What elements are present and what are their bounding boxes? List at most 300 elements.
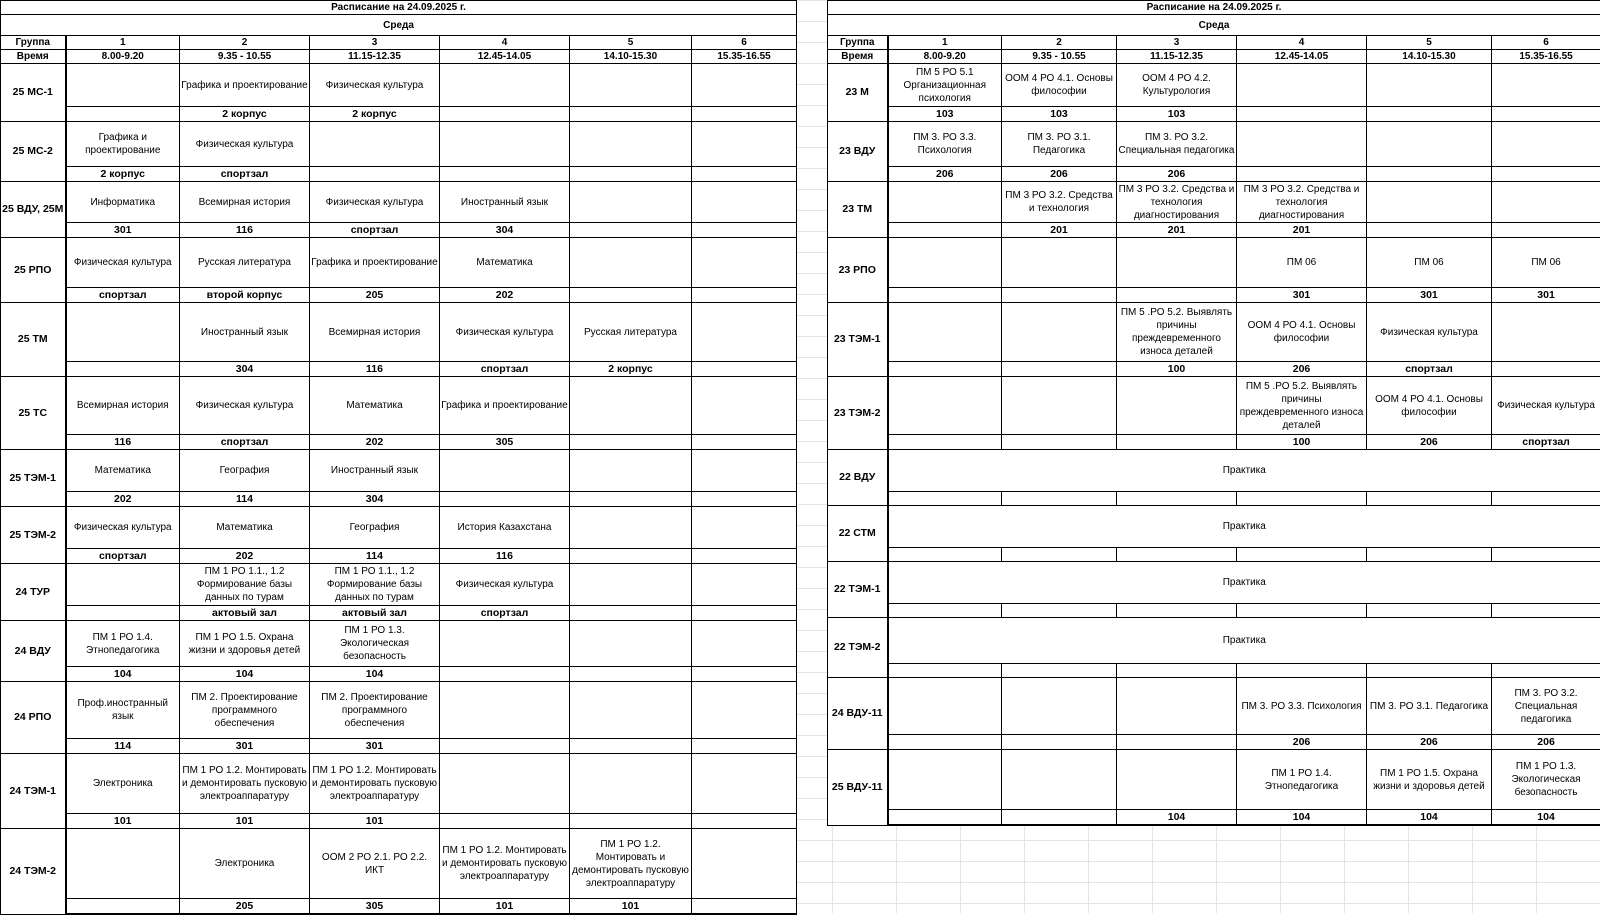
subject-cell[interactable]: ПМ 1 РО 1.2. Монтировать и демонтировать пусковую электроаппаратуру bbox=[310, 754, 440, 814]
subject-cell[interactable] bbox=[1117, 377, 1237, 435]
room-cell[interactable] bbox=[888, 288, 1002, 303]
group-name-cell[interactable]: 25 МС-2 bbox=[1, 122, 66, 182]
subject-cell[interactable] bbox=[692, 829, 797, 899]
subject-cell[interactable] bbox=[1237, 64, 1367, 107]
room-cell[interactable]: 202 bbox=[440, 288, 570, 303]
room-cell[interactable]: 205 bbox=[310, 288, 440, 303]
room-cell[interactable] bbox=[570, 167, 692, 182]
subject-cell[interactable]: ООМ 4 РО 4.2. Культурология bbox=[1117, 64, 1237, 107]
subject-cell[interactable]: Физическая культура bbox=[1492, 377, 1600, 435]
group-name-cell[interactable]: 24 ВДУ-11 bbox=[828, 678, 888, 750]
room-cell[interactable] bbox=[692, 435, 797, 450]
room-cell[interactable] bbox=[692, 814, 797, 829]
room-cell[interactable]: 201 bbox=[1237, 223, 1367, 238]
group-name-cell[interactable]: 23 ТЭМ-2 bbox=[828, 377, 888, 450]
subject-cell[interactable]: Физическая культура bbox=[66, 507, 180, 549]
subject-cell[interactable]: Физическая культура bbox=[310, 64, 440, 107]
subject-cell[interactable]: ПМ 3 РО 3.2. Средства и технология диагностирования bbox=[1237, 182, 1367, 223]
room-cell[interactable]: 114 bbox=[180, 492, 310, 507]
room-cell[interactable]: 301 bbox=[1367, 288, 1492, 303]
room-cell[interactable]: 100 bbox=[1117, 362, 1237, 377]
subject-cell[interactable]: Математика bbox=[310, 377, 440, 435]
room-cell[interactable]: 206 bbox=[888, 167, 1002, 182]
subject-cell[interactable] bbox=[570, 682, 692, 739]
subject-cell[interactable] bbox=[692, 754, 797, 814]
subject-cell[interactable]: Графика и проектирование bbox=[180, 64, 310, 107]
subject-cell[interactable] bbox=[570, 377, 692, 435]
room-cell[interactable] bbox=[1002, 435, 1117, 450]
room-cell[interactable] bbox=[1002, 548, 1117, 562]
room-cell[interactable] bbox=[66, 606, 180, 621]
subject-cell[interactable] bbox=[1492, 122, 1600, 167]
subject-cell[interactable]: ПМ 3 РО 3.2. Средства и технология диагностирования bbox=[1117, 182, 1237, 223]
room-cell[interactable]: 114 bbox=[310, 549, 440, 564]
subject-cell[interactable] bbox=[1117, 238, 1237, 288]
subject-cell[interactable] bbox=[66, 564, 180, 606]
practice-cell[interactable]: Практика bbox=[888, 618, 1600, 664]
room-cell[interactable] bbox=[888, 362, 1002, 377]
room-cell[interactable] bbox=[440, 739, 570, 754]
subject-cell[interactable]: ПМ 1 РО 1.1., 1.2 Формирование базы данных по турам bbox=[310, 564, 440, 606]
group-name-cell[interactable]: 22 ТЭМ-2 bbox=[828, 618, 888, 678]
room-cell[interactable] bbox=[1367, 548, 1492, 562]
room-cell[interactable] bbox=[440, 107, 570, 122]
subject-cell[interactable]: ПМ 3. РО 3.2. Специальная педагогика bbox=[1117, 122, 1237, 167]
subject-cell[interactable] bbox=[692, 64, 797, 107]
room-cell[interactable]: 2 корпус bbox=[66, 167, 180, 182]
subject-cell[interactable]: Иностранный язык bbox=[440, 182, 570, 223]
subject-cell[interactable] bbox=[692, 238, 797, 288]
subject-cell[interactable] bbox=[570, 507, 692, 549]
subject-cell[interactable]: Физическая культура bbox=[66, 238, 180, 288]
room-cell[interactable]: 206 bbox=[1002, 167, 1117, 182]
subject-cell[interactable]: Русская литература bbox=[180, 238, 310, 288]
room-cell[interactable] bbox=[1002, 288, 1117, 303]
subject-cell[interactable]: ПМ 2. Проектирование программного обеспечения bbox=[310, 682, 440, 739]
practice-cell[interactable]: Практика bbox=[888, 450, 1600, 492]
room-cell[interactable] bbox=[1117, 288, 1237, 303]
subject-cell[interactable] bbox=[440, 682, 570, 739]
subject-cell[interactable] bbox=[310, 122, 440, 167]
subject-cell[interactable]: ПМ 1 РО 1.2. Монтировать и демонтировать пусковую электроаппаратуру bbox=[570, 829, 692, 899]
subject-cell[interactable]: ПМ 5 .РО 5.2. Выявлять причины преждевременного износа деталей bbox=[1237, 377, 1367, 435]
subject-cell[interactable]: ПМ 5 .РО 5.2. Выявлять причины преждевременного износа деталей bbox=[1117, 303, 1237, 362]
subject-cell[interactable]: ПМ 1 РО 1.2. Монтировать и демонтировать пусковую электроаппаратуру bbox=[180, 754, 310, 814]
room-cell[interactable]: спортзал bbox=[310, 223, 440, 238]
room-cell[interactable] bbox=[1367, 107, 1492, 122]
subject-cell[interactable] bbox=[692, 621, 797, 667]
room-cell[interactable] bbox=[66, 362, 180, 377]
room-cell[interactable] bbox=[1367, 492, 1492, 506]
group-name-cell[interactable]: 23 ТЭМ-1 bbox=[828, 303, 888, 377]
room-cell[interactable] bbox=[570, 606, 692, 621]
subject-cell[interactable] bbox=[570, 754, 692, 814]
subject-cell[interactable] bbox=[1367, 182, 1492, 223]
subject-cell[interactable]: ООМ 4 РО 4.1. Основы философии bbox=[1367, 377, 1492, 435]
room-cell[interactable] bbox=[66, 899, 180, 915]
room-cell[interactable] bbox=[692, 492, 797, 507]
room-cell[interactable]: 2 корпус bbox=[570, 362, 692, 377]
subject-cell[interactable] bbox=[692, 682, 797, 739]
room-cell[interactable]: 2 корпус bbox=[310, 107, 440, 122]
subject-cell[interactable]: Всемирная история bbox=[66, 377, 180, 435]
room-cell[interactable] bbox=[888, 735, 1002, 750]
room-cell[interactable]: 100 bbox=[1237, 435, 1367, 450]
subject-cell[interactable] bbox=[570, 450, 692, 492]
room-cell[interactable]: 305 bbox=[310, 899, 440, 915]
room-cell[interactable]: 301 bbox=[1492, 288, 1600, 303]
room-cell[interactable] bbox=[1002, 810, 1117, 826]
room-cell[interactable] bbox=[692, 167, 797, 182]
room-cell[interactable]: 101 bbox=[66, 814, 180, 829]
room-cell[interactable] bbox=[440, 167, 570, 182]
subject-cell[interactable] bbox=[570, 621, 692, 667]
subject-cell[interactable]: ПМ 3 РО 3.2. Средства и технология bbox=[1002, 182, 1117, 223]
room-cell[interactable]: 104 bbox=[180, 667, 310, 682]
room-cell[interactable] bbox=[1237, 664, 1367, 678]
room-cell[interactable] bbox=[1492, 492, 1600, 506]
group-name-cell[interactable]: 24 ТУР bbox=[1, 564, 66, 621]
room-cell[interactable]: 104 bbox=[1367, 810, 1492, 826]
practice-cell[interactable]: Практика bbox=[888, 562, 1600, 604]
subject-cell[interactable] bbox=[1002, 377, 1117, 435]
room-cell[interactable]: 304 bbox=[310, 492, 440, 507]
subject-cell[interactable]: Физическая культура bbox=[440, 564, 570, 606]
subject-cell[interactable]: ООМ 2 РО 2.1. РО 2.2. ИКТ bbox=[310, 829, 440, 899]
subject-cell[interactable] bbox=[570, 238, 692, 288]
subject-cell[interactable]: ПМ 1 РО 1.2. Монтировать и демонтировать пусковую электроаппаратуру bbox=[440, 829, 570, 899]
subject-cell[interactable] bbox=[1492, 64, 1600, 107]
room-cell[interactable] bbox=[1367, 664, 1492, 678]
room-cell[interactable]: 305 bbox=[440, 435, 570, 450]
group-name-cell[interactable]: 23 ТМ bbox=[828, 182, 888, 238]
room-cell[interactable]: 101 bbox=[180, 814, 310, 829]
subject-cell[interactable] bbox=[692, 564, 797, 606]
subject-cell[interactable] bbox=[692, 450, 797, 492]
group-name-cell[interactable]: 23 ВДУ bbox=[828, 122, 888, 182]
subject-cell[interactable]: ООМ 4 РО 4.1. Основы философии bbox=[1002, 64, 1117, 107]
subject-cell[interactable]: ПМ 1 РО 1.3. Экологическая безопасность bbox=[1492, 750, 1600, 810]
subject-cell[interactable]: Всемирная история bbox=[310, 303, 440, 362]
room-cell[interactable] bbox=[692, 667, 797, 682]
room-cell[interactable] bbox=[1492, 664, 1600, 678]
room-cell[interactable] bbox=[440, 492, 570, 507]
room-cell[interactable] bbox=[1237, 604, 1367, 618]
subject-cell[interactable]: ПМ 06 bbox=[1492, 238, 1600, 288]
room-cell[interactable] bbox=[1237, 167, 1367, 182]
subject-cell[interactable] bbox=[440, 450, 570, 492]
subject-cell[interactable] bbox=[1002, 678, 1117, 735]
room-cell[interactable]: спортзал bbox=[180, 167, 310, 182]
room-cell[interactable] bbox=[1237, 492, 1367, 506]
subject-cell[interactable] bbox=[1237, 122, 1367, 167]
room-cell[interactable] bbox=[692, 606, 797, 621]
room-cell[interactable]: 206 bbox=[1237, 735, 1367, 750]
subject-cell[interactable]: ПМ 06 bbox=[1367, 238, 1492, 288]
subject-cell[interactable]: Математика bbox=[180, 507, 310, 549]
room-cell[interactable] bbox=[692, 739, 797, 754]
room-cell[interactable] bbox=[570, 549, 692, 564]
subject-cell[interactable] bbox=[570, 64, 692, 107]
subject-cell[interactable]: ПМ 1 РО 1.4. Этнопедагогика bbox=[1237, 750, 1367, 810]
subject-cell[interactable] bbox=[888, 303, 1002, 362]
subject-cell[interactable] bbox=[1002, 750, 1117, 810]
subject-cell[interactable]: Физическая культура bbox=[310, 182, 440, 223]
room-cell[interactable] bbox=[1002, 492, 1117, 506]
room-cell[interactable]: 116 bbox=[310, 362, 440, 377]
subject-cell[interactable]: Проф.иностранный язык bbox=[66, 682, 180, 739]
room-cell[interactable]: 202 bbox=[66, 492, 180, 507]
room-cell[interactable]: 2 корпус bbox=[180, 107, 310, 122]
room-cell[interactable]: 202 bbox=[310, 435, 440, 450]
subject-cell[interactable]: ООМ 4 РО 4.1. Основы философии bbox=[1237, 303, 1367, 362]
room-cell[interactable] bbox=[888, 435, 1002, 450]
room-cell[interactable]: второй корпус bbox=[180, 288, 310, 303]
subject-cell[interactable]: ПМ 3. РО 3.2. Специальная педагогика bbox=[1492, 678, 1600, 735]
group-name-cell[interactable]: 24 ТЭМ-1 bbox=[1, 754, 66, 829]
room-cell[interactable]: 301 bbox=[1237, 288, 1367, 303]
subject-cell[interactable]: Математика bbox=[440, 238, 570, 288]
room-cell[interactable]: спортзал bbox=[440, 606, 570, 621]
room-cell[interactable] bbox=[888, 548, 1002, 562]
subject-cell[interactable] bbox=[1002, 238, 1117, 288]
subject-cell[interactable]: ПМ 1 РО 1.5. Охрана жизни и здоровья детей bbox=[1367, 750, 1492, 810]
room-cell[interactable]: 116 bbox=[66, 435, 180, 450]
room-cell[interactable]: 201 bbox=[1002, 223, 1117, 238]
room-cell[interactable] bbox=[1002, 664, 1117, 678]
room-cell[interactable] bbox=[66, 107, 180, 122]
room-cell[interactable]: 104 bbox=[1117, 810, 1237, 826]
group-name-cell[interactable]: 25 ТЭМ-2 bbox=[1, 507, 66, 564]
room-cell[interactable] bbox=[1117, 664, 1237, 678]
room-cell[interactable] bbox=[692, 288, 797, 303]
group-name-cell[interactable]: 22 ТЭМ-1 bbox=[828, 562, 888, 618]
room-cell[interactable] bbox=[888, 810, 1002, 826]
room-cell[interactable] bbox=[1117, 492, 1237, 506]
room-cell[interactable] bbox=[1002, 735, 1117, 750]
room-cell[interactable]: 304 bbox=[440, 223, 570, 238]
room-cell[interactable] bbox=[570, 223, 692, 238]
subject-cell[interactable]: ПМ 1 РО 1.3. Экологическая безопасность bbox=[310, 621, 440, 667]
group-name-cell[interactable]: 23 РПО bbox=[828, 238, 888, 303]
subject-cell[interactable]: ПМ 3. РО 3.3. Психология bbox=[1237, 678, 1367, 735]
room-cell[interactable] bbox=[1367, 604, 1492, 618]
room-cell[interactable] bbox=[570, 814, 692, 829]
room-cell[interactable]: 101 bbox=[570, 899, 692, 915]
room-cell[interactable] bbox=[1002, 604, 1117, 618]
subject-cell[interactable] bbox=[66, 829, 180, 899]
subject-cell[interactable]: ПМ 3. РО 3.1. Педагогика bbox=[1367, 678, 1492, 735]
room-cell[interactable] bbox=[570, 667, 692, 682]
room-cell[interactable] bbox=[570, 492, 692, 507]
room-cell[interactable]: 114 bbox=[66, 739, 180, 754]
subject-cell[interactable] bbox=[570, 564, 692, 606]
room-cell[interactable]: 101 bbox=[310, 814, 440, 829]
group-name-cell[interactable]: 25 ТС bbox=[1, 377, 66, 450]
subject-cell[interactable] bbox=[1492, 182, 1600, 223]
room-cell[interactable] bbox=[1117, 735, 1237, 750]
subject-cell[interactable]: ПМ 3. РО 3.3. Психология bbox=[888, 122, 1002, 167]
room-cell[interactable]: 206 bbox=[1367, 735, 1492, 750]
room-cell[interactable]: актовый зал bbox=[180, 606, 310, 621]
subject-cell[interactable] bbox=[66, 303, 180, 362]
room-cell[interactable]: 205 bbox=[180, 899, 310, 915]
room-cell[interactable] bbox=[570, 435, 692, 450]
subject-cell[interactable] bbox=[692, 182, 797, 223]
group-name-cell[interactable]: 23 М bbox=[828, 64, 888, 122]
room-cell[interactable] bbox=[570, 288, 692, 303]
subject-cell[interactable] bbox=[692, 122, 797, 167]
subject-cell[interactable]: ПМ 1 РО 1.1., 1.2 Формирование базы данных по турам bbox=[180, 564, 310, 606]
room-cell[interactable] bbox=[888, 664, 1002, 678]
group-name-cell[interactable]: 25 РПО bbox=[1, 238, 66, 303]
subject-cell[interactable] bbox=[692, 377, 797, 435]
room-cell[interactable] bbox=[570, 739, 692, 754]
room-cell[interactable]: 301 bbox=[310, 739, 440, 754]
room-cell[interactable]: 201 bbox=[1117, 223, 1237, 238]
room-cell[interactable]: 104 bbox=[66, 667, 180, 682]
group-name-cell[interactable]: 25 МС-1 bbox=[1, 64, 66, 122]
subject-cell[interactable] bbox=[692, 303, 797, 362]
room-cell[interactable]: 104 bbox=[1237, 810, 1367, 826]
room-cell[interactable]: спортзал bbox=[66, 288, 180, 303]
subject-cell[interactable]: Графика и проектирование bbox=[440, 377, 570, 435]
subject-cell[interactable]: Физическая культура bbox=[180, 122, 310, 167]
subject-cell[interactable] bbox=[570, 182, 692, 223]
subject-cell[interactable]: ПМ 06 bbox=[1237, 238, 1367, 288]
group-name-cell[interactable]: 25 ВДУ, 25М bbox=[1, 182, 66, 238]
room-cell[interactable]: 104 bbox=[310, 667, 440, 682]
subject-cell[interactable] bbox=[66, 64, 180, 107]
group-name-cell[interactable]: 24 ВДУ bbox=[1, 621, 66, 682]
subject-cell[interactable] bbox=[888, 377, 1002, 435]
room-cell[interactable] bbox=[1367, 223, 1492, 238]
subject-cell[interactable]: Всемирная история bbox=[180, 182, 310, 223]
room-cell[interactable]: спортзал bbox=[1492, 435, 1600, 450]
practice-cell[interactable]: Практика bbox=[888, 506, 1600, 548]
room-cell[interactable] bbox=[1492, 362, 1600, 377]
subject-cell[interactable] bbox=[692, 507, 797, 549]
subject-cell[interactable]: ПМ 2. Проектирование программного обеспечения bbox=[180, 682, 310, 739]
room-cell[interactable] bbox=[1492, 167, 1600, 182]
subject-cell[interactable]: Физическая культура bbox=[1367, 303, 1492, 362]
group-name-cell[interactable]: 25 ТМ bbox=[1, 303, 66, 377]
room-cell[interactable]: 116 bbox=[440, 549, 570, 564]
room-cell[interactable] bbox=[692, 549, 797, 564]
room-cell[interactable] bbox=[692, 362, 797, 377]
room-cell[interactable]: актовый зал bbox=[310, 606, 440, 621]
subject-cell[interactable]: Информатика bbox=[66, 182, 180, 223]
subject-cell[interactable]: История Казахстана bbox=[440, 507, 570, 549]
subject-cell[interactable]: Физическая культура bbox=[440, 303, 570, 362]
subject-cell[interactable]: География bbox=[180, 450, 310, 492]
room-cell[interactable]: 103 bbox=[1002, 107, 1117, 122]
group-name-cell[interactable]: 22 ВДУ bbox=[828, 450, 888, 506]
room-cell[interactable] bbox=[1492, 223, 1600, 238]
subject-cell[interactable] bbox=[1367, 122, 1492, 167]
group-name-cell[interactable]: 24 ТЭМ-2 bbox=[1, 829, 66, 915]
room-cell[interactable] bbox=[440, 814, 570, 829]
subject-cell[interactable]: География bbox=[310, 507, 440, 549]
room-cell[interactable] bbox=[1367, 167, 1492, 182]
subject-cell[interactable] bbox=[440, 621, 570, 667]
room-cell[interactable]: 206 bbox=[1367, 435, 1492, 450]
subject-cell[interactable]: Графика и проектирование bbox=[66, 122, 180, 167]
subject-cell[interactable]: ПМ 1 РО 1.4. Этнопедагогика bbox=[66, 621, 180, 667]
room-cell[interactable]: спортзал bbox=[66, 549, 180, 564]
room-cell[interactable]: 202 bbox=[180, 549, 310, 564]
room-cell[interactable] bbox=[1117, 435, 1237, 450]
room-cell[interactable] bbox=[692, 899, 797, 915]
subject-cell[interactable]: ПМ 5 РО 5.1 Организационная психология bbox=[888, 64, 1002, 107]
room-cell[interactable] bbox=[1002, 362, 1117, 377]
subject-cell[interactable]: Графика и проектирование bbox=[310, 238, 440, 288]
subject-cell[interactable] bbox=[1117, 750, 1237, 810]
subject-cell[interactable] bbox=[1002, 303, 1117, 362]
subject-cell[interactable]: Физическая культура bbox=[180, 377, 310, 435]
subject-cell[interactable] bbox=[888, 678, 1002, 735]
subject-cell[interactable] bbox=[888, 182, 1002, 223]
room-cell[interactable]: 206 bbox=[1237, 362, 1367, 377]
subject-cell[interactable] bbox=[440, 754, 570, 814]
room-cell[interactable]: 206 bbox=[1492, 735, 1600, 750]
room-cell[interactable]: 301 bbox=[180, 739, 310, 754]
subject-cell[interactable]: Русская литература bbox=[570, 303, 692, 362]
room-cell[interactable] bbox=[1237, 107, 1367, 122]
room-cell[interactable]: 104 bbox=[1492, 810, 1600, 826]
subject-cell[interactable] bbox=[888, 750, 1002, 810]
group-name-cell[interactable]: 22 СТМ bbox=[828, 506, 888, 562]
room-cell[interactable]: 304 bbox=[180, 362, 310, 377]
room-cell[interactable]: 301 bbox=[66, 223, 180, 238]
subject-cell[interactable] bbox=[1492, 303, 1600, 362]
room-cell[interactable] bbox=[888, 223, 1002, 238]
room-cell[interactable] bbox=[310, 167, 440, 182]
room-cell[interactable]: 103 bbox=[888, 107, 1002, 122]
room-cell[interactable]: 116 bbox=[180, 223, 310, 238]
room-cell[interactable] bbox=[692, 107, 797, 122]
room-cell[interactable] bbox=[440, 667, 570, 682]
group-name-cell[interactable]: 24 РПО bbox=[1, 682, 66, 754]
subject-cell[interactable]: Электроника bbox=[66, 754, 180, 814]
subject-cell[interactable] bbox=[1367, 64, 1492, 107]
room-cell[interactable]: 101 bbox=[440, 899, 570, 915]
group-name-cell[interactable]: 25 ТЭМ-1 bbox=[1, 450, 66, 507]
subject-cell[interactable]: ПМ 3. РО 3.1. Педагогика bbox=[1002, 122, 1117, 167]
subject-cell[interactable]: Электроника bbox=[180, 829, 310, 899]
room-cell[interactable]: спортзал bbox=[440, 362, 570, 377]
room-cell[interactable]: 103 bbox=[1117, 107, 1237, 122]
room-cell[interactable] bbox=[1492, 548, 1600, 562]
group-name-cell[interactable]: 25 ВДУ-11 bbox=[828, 750, 888, 826]
room-cell[interactable] bbox=[692, 223, 797, 238]
room-cell[interactable] bbox=[1492, 107, 1600, 122]
room-cell[interactable]: 206 bbox=[1117, 167, 1237, 182]
subject-cell[interactable]: ПМ 1 РО 1.5. Охрана жизни и здоровья детей bbox=[180, 621, 310, 667]
room-cell[interactable] bbox=[1117, 548, 1237, 562]
subject-cell[interactable]: Иностранный язык bbox=[310, 450, 440, 492]
room-cell[interactable] bbox=[888, 604, 1002, 618]
room-cell[interactable] bbox=[570, 107, 692, 122]
subject-cell[interactable] bbox=[440, 64, 570, 107]
room-cell[interactable]: спортзал bbox=[1367, 362, 1492, 377]
room-cell[interactable] bbox=[888, 492, 1002, 506]
room-cell[interactable] bbox=[1237, 548, 1367, 562]
room-cell[interactable] bbox=[1492, 604, 1600, 618]
subject-cell[interactable] bbox=[1117, 678, 1237, 735]
subject-cell[interactable] bbox=[888, 238, 1002, 288]
room-cell[interactable]: спортзал bbox=[180, 435, 310, 450]
